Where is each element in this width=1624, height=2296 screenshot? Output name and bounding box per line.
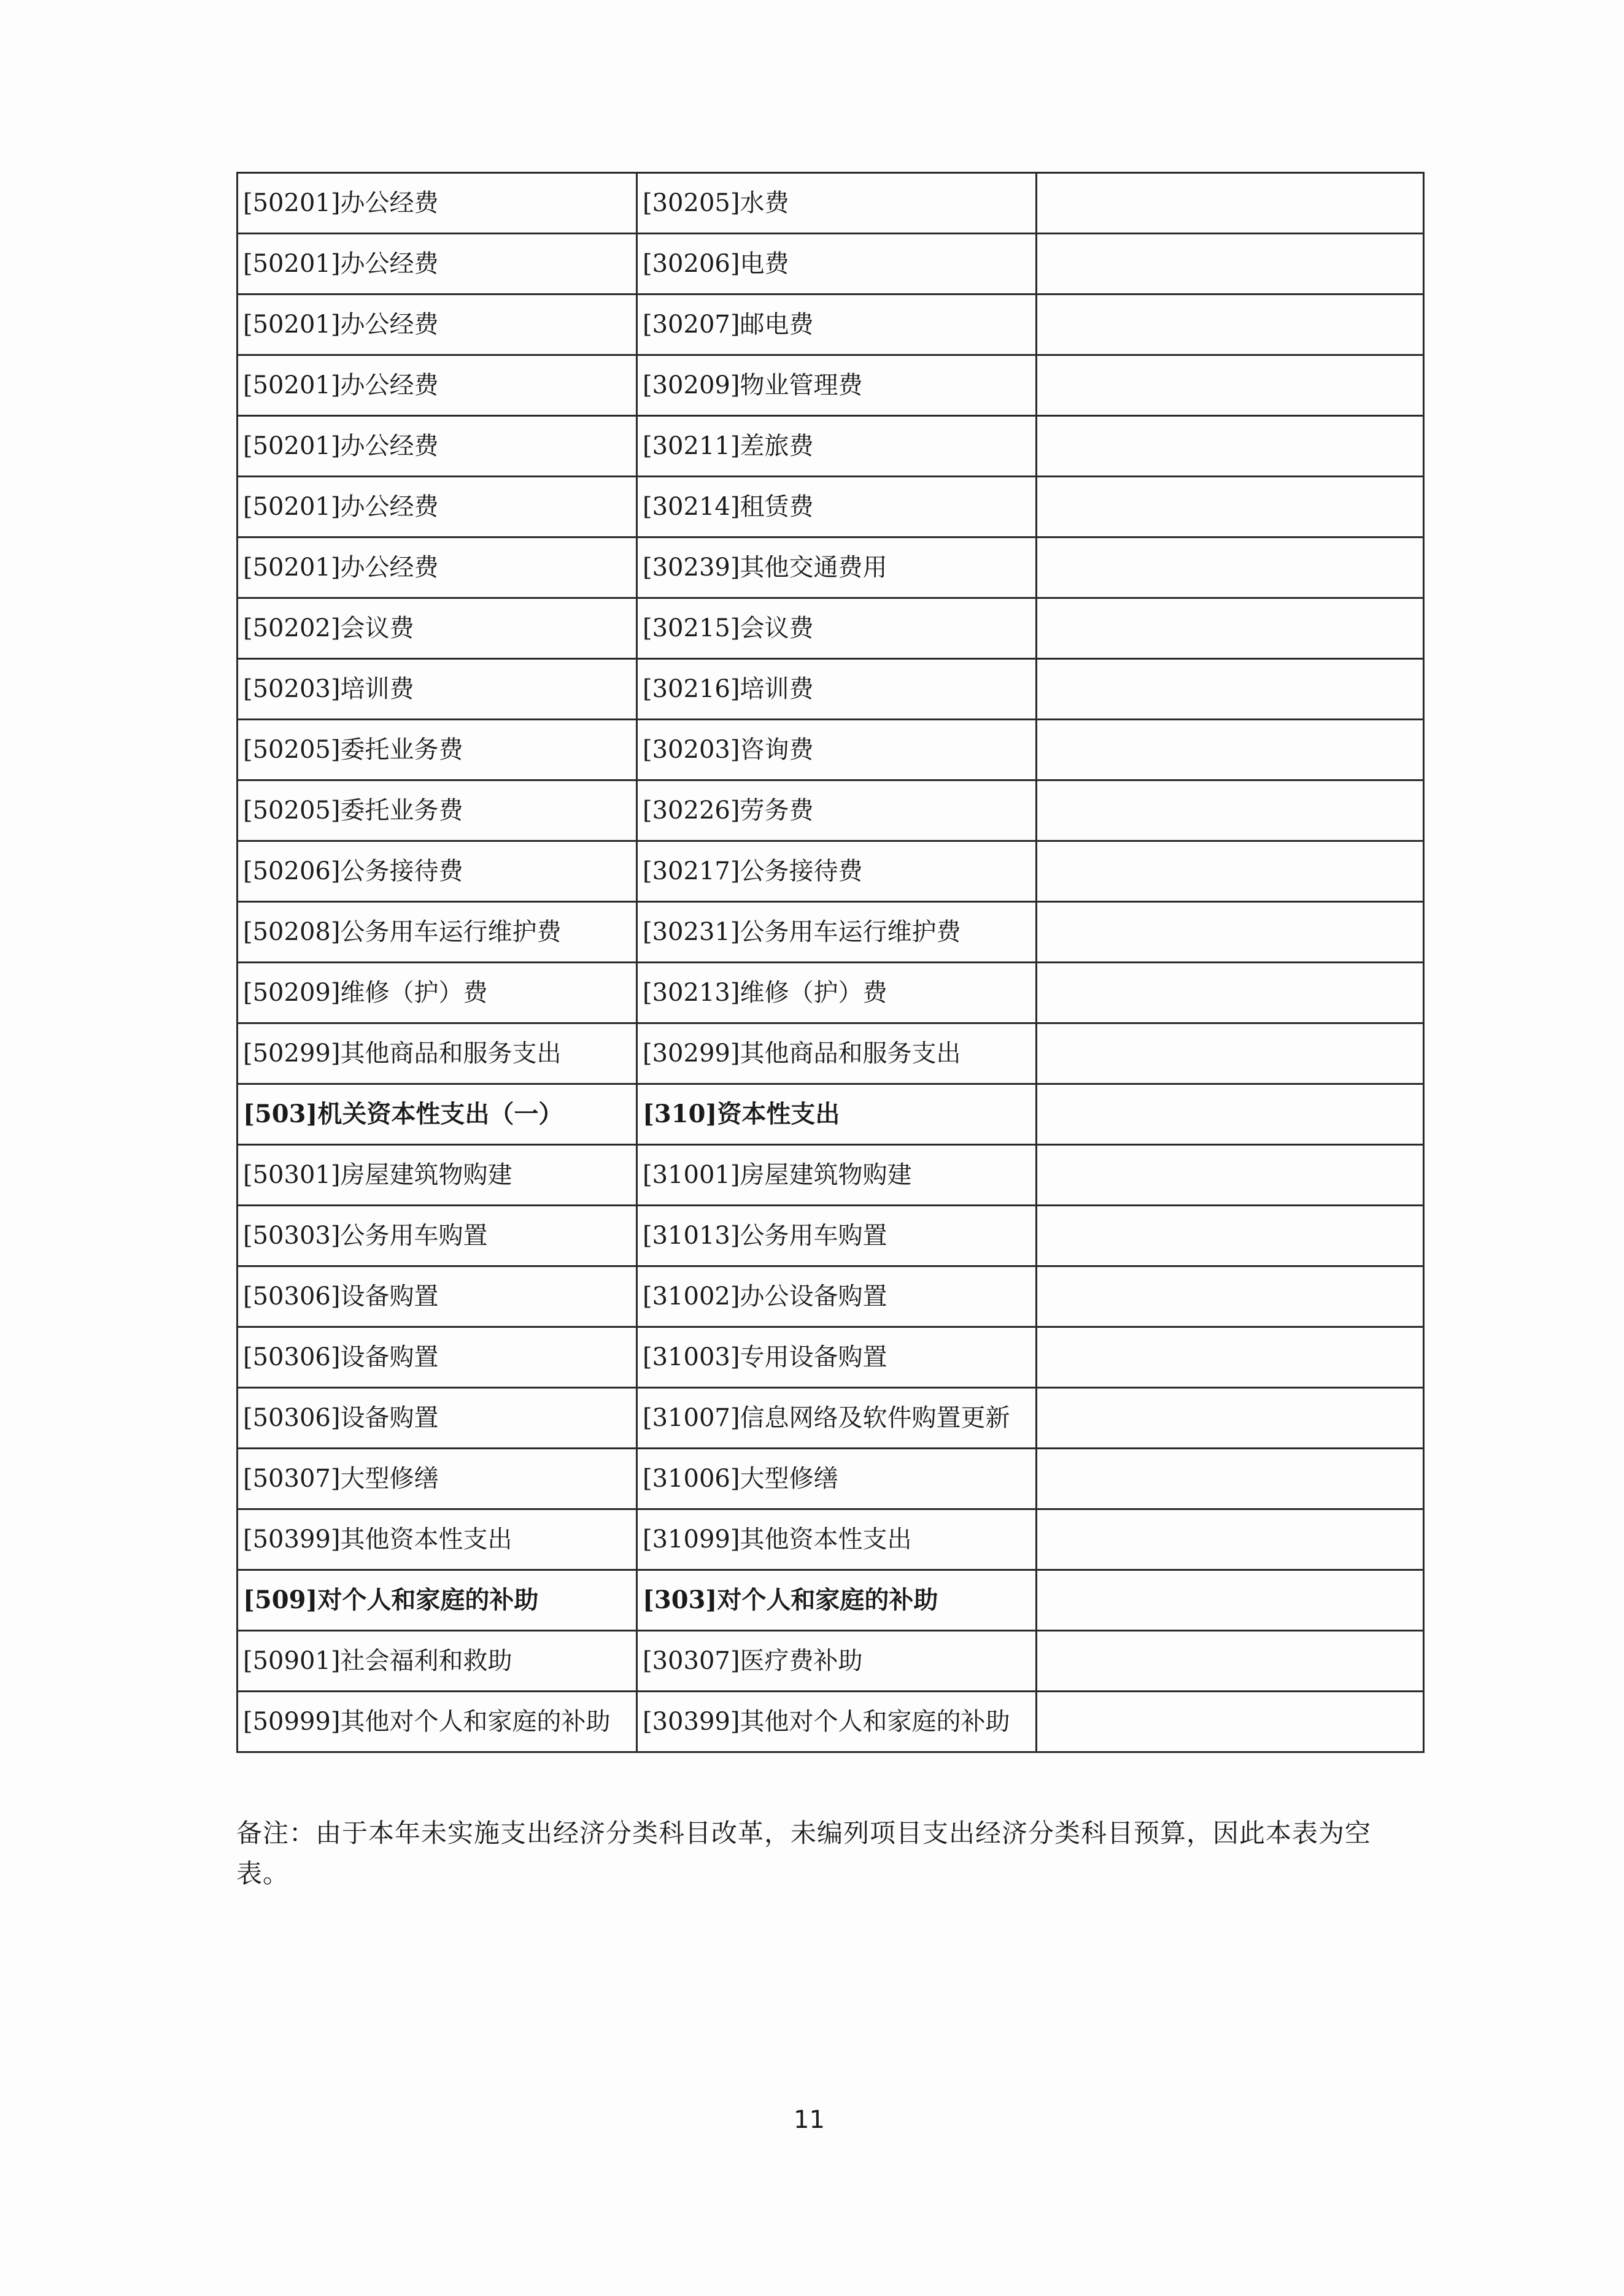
department-economic-category-cell: [31002]办公设备购置 [637, 1266, 1037, 1327]
department-economic-category-cell: [30399]其他对个人和家庭的补助 [637, 1692, 1037, 1752]
page-number: 11 [794, 2106, 825, 2134]
table-row [238, 477, 1424, 537]
government-economic-category-cell: [50206]公务接待费 [238, 841, 637, 902]
table-row [238, 598, 1424, 659]
government-economic-category-cell: [50307]大型修缮 [238, 1449, 637, 1509]
amount-cell [1037, 780, 1424, 841]
table-row [238, 234, 1424, 295]
amount-cell [1037, 1692, 1424, 1752]
department-economic-category-cell: [30206]电费 [637, 234, 1037, 295]
table-row [238, 1023, 1424, 1084]
government-economic-category-cell: [50208]公务用车运行维护费 [238, 902, 637, 963]
table-row [238, 902, 1424, 963]
department-economic-category-cell: [30216]培训费 [637, 659, 1037, 720]
table-row [238, 720, 1424, 780]
table-row [238, 1388, 1424, 1449]
department-economic-category-cell: [30213]维修（护）费 [637, 963, 1037, 1023]
government-economic-category-cell: [50201]办公经费 [238, 537, 637, 598]
amount-cell [1037, 355, 1424, 416]
amount-cell [1037, 295, 1424, 355]
department-economic-category-cell: [30231]公务用车运行维护费 [637, 902, 1037, 963]
government-economic-category-cell: [50205]委托业务费 [238, 720, 637, 780]
amount-cell [1037, 598, 1424, 659]
table-row [238, 1570, 1424, 1631]
amount-cell [1037, 1266, 1424, 1327]
government-economic-category-cell: [50999]其他对个人和家庭的补助 [238, 1692, 637, 1752]
table-note: 备注：由于本年未实施支出经济分类科目改革，未编列项目支出经济分类科目预算，因此本表为空表。 [236, 1818, 1372, 1889]
table-row [238, 1206, 1424, 1266]
department-economic-category-cell: [31001]房屋建筑物购建 [637, 1145, 1037, 1206]
table-row [238, 295, 1424, 355]
government-economic-category-cell: [509]对个人和家庭的补助 [238, 1570, 637, 1631]
government-economic-category-cell: [50201]办公经费 [238, 173, 637, 234]
amount-cell [1037, 659, 1424, 720]
government-economic-category-cell: [50202]会议费 [238, 598, 637, 659]
expenditure-classification-table [236, 172, 1425, 1753]
table-body [238, 173, 1424, 1752]
government-economic-category-cell: [50203]培训费 [238, 659, 637, 720]
government-economic-category-cell: [50201]办公经费 [238, 355, 637, 416]
department-economic-category-cell: [31007]信息网络及软件购置更新 [637, 1388, 1037, 1449]
table-row [238, 963, 1424, 1023]
amount-cell [1037, 173, 1424, 234]
amount-cell [1037, 1631, 1424, 1692]
government-economic-category-cell: [50306]设备购置 [238, 1388, 637, 1449]
amount-cell [1037, 1206, 1424, 1266]
table-row [238, 1145, 1424, 1206]
department-economic-category-cell: [30299]其他商品和服务支出 [637, 1023, 1037, 1084]
government-economic-category-cell: [50306]设备购置 [238, 1266, 637, 1327]
table-row [238, 173, 1424, 234]
table-row [238, 1327, 1424, 1388]
amount-cell [1037, 1145, 1424, 1206]
department-economic-category-cell: [310]资本性支出 [637, 1084, 1037, 1145]
amount-cell [1037, 963, 1424, 1023]
table-row [238, 780, 1424, 841]
government-economic-category-cell: [503]机关资本性支出（一） [238, 1084, 637, 1145]
table-row [238, 1631, 1424, 1692]
amount-cell [1037, 416, 1424, 477]
amount-cell [1037, 1023, 1424, 1084]
department-economic-category-cell: [30205]水费 [637, 173, 1037, 234]
department-economic-category-cell: [31099]其他资本性支出 [637, 1509, 1037, 1570]
department-economic-category-cell: [30215]会议费 [637, 598, 1037, 659]
government-economic-category-cell: [50201]办公经费 [238, 416, 637, 477]
table-row [238, 355, 1424, 416]
amount-cell [1037, 1449, 1424, 1509]
department-economic-category-cell: [30209]物业管理费 [637, 355, 1037, 416]
department-economic-category-cell: [31013]公务用车购置 [637, 1206, 1037, 1266]
government-economic-category-cell: [50306]设备购置 [238, 1327, 637, 1388]
amount-cell [1037, 477, 1424, 537]
amount-cell [1037, 234, 1424, 295]
table-row [238, 1266, 1424, 1327]
table-row [238, 416, 1424, 477]
government-economic-category-cell: [50205]委托业务费 [238, 780, 637, 841]
government-economic-category-cell: [50201]办公经费 [238, 234, 637, 295]
government-economic-category-cell: [50209]维修（护）费 [238, 963, 637, 1023]
table-row [238, 1449, 1424, 1509]
department-economic-category-cell: [30226]劳务费 [637, 780, 1037, 841]
table-row [238, 1084, 1424, 1145]
department-economic-category-cell: [31003]专用设备购置 [637, 1327, 1037, 1388]
amount-cell [1037, 720, 1424, 780]
amount-cell [1037, 537, 1424, 598]
government-economic-category-cell: [50303]公务用车购置 [238, 1206, 637, 1266]
government-economic-category-cell: [50299]其他商品和服务支出 [238, 1023, 637, 1084]
amount-cell [1037, 1084, 1424, 1145]
table-row [238, 1509, 1424, 1570]
government-economic-category-cell: [50301]房屋建筑物购建 [238, 1145, 637, 1206]
amount-cell [1037, 902, 1424, 963]
table-row [238, 841, 1424, 902]
amount-cell [1037, 1388, 1424, 1449]
government-economic-category-cell: [50399]其他资本性支出 [238, 1509, 637, 1570]
amount-cell [1037, 1570, 1424, 1631]
department-economic-category-cell: [30239]其他交通费用 [637, 537, 1037, 598]
department-economic-category-cell: [30203]咨询费 [637, 720, 1037, 780]
department-economic-category-cell: [30207]邮电费 [637, 295, 1037, 355]
department-economic-category-cell: [31006]大型修缮 [637, 1449, 1037, 1509]
table-row [238, 1692, 1424, 1752]
department-economic-category-cell: [303]对个人和家庭的补助 [637, 1570, 1037, 1631]
government-economic-category-cell: [50201]办公经费 [238, 295, 637, 355]
amount-cell [1037, 841, 1424, 902]
government-economic-category-cell: [50901]社会福利和救助 [238, 1631, 637, 1692]
table-row [238, 537, 1424, 598]
department-economic-category-cell: [30217]公务接待费 [637, 841, 1037, 902]
department-economic-category-cell: [30307]医疗费补助 [637, 1631, 1037, 1692]
government-economic-category-cell: [50201]办公经费 [238, 477, 637, 537]
amount-cell [1037, 1509, 1424, 1570]
table-row [238, 659, 1424, 720]
department-economic-category-cell: [30211]差旅费 [637, 416, 1037, 477]
amount-cell [1037, 1327, 1424, 1388]
department-economic-category-cell: [30214]租赁费 [637, 477, 1037, 537]
